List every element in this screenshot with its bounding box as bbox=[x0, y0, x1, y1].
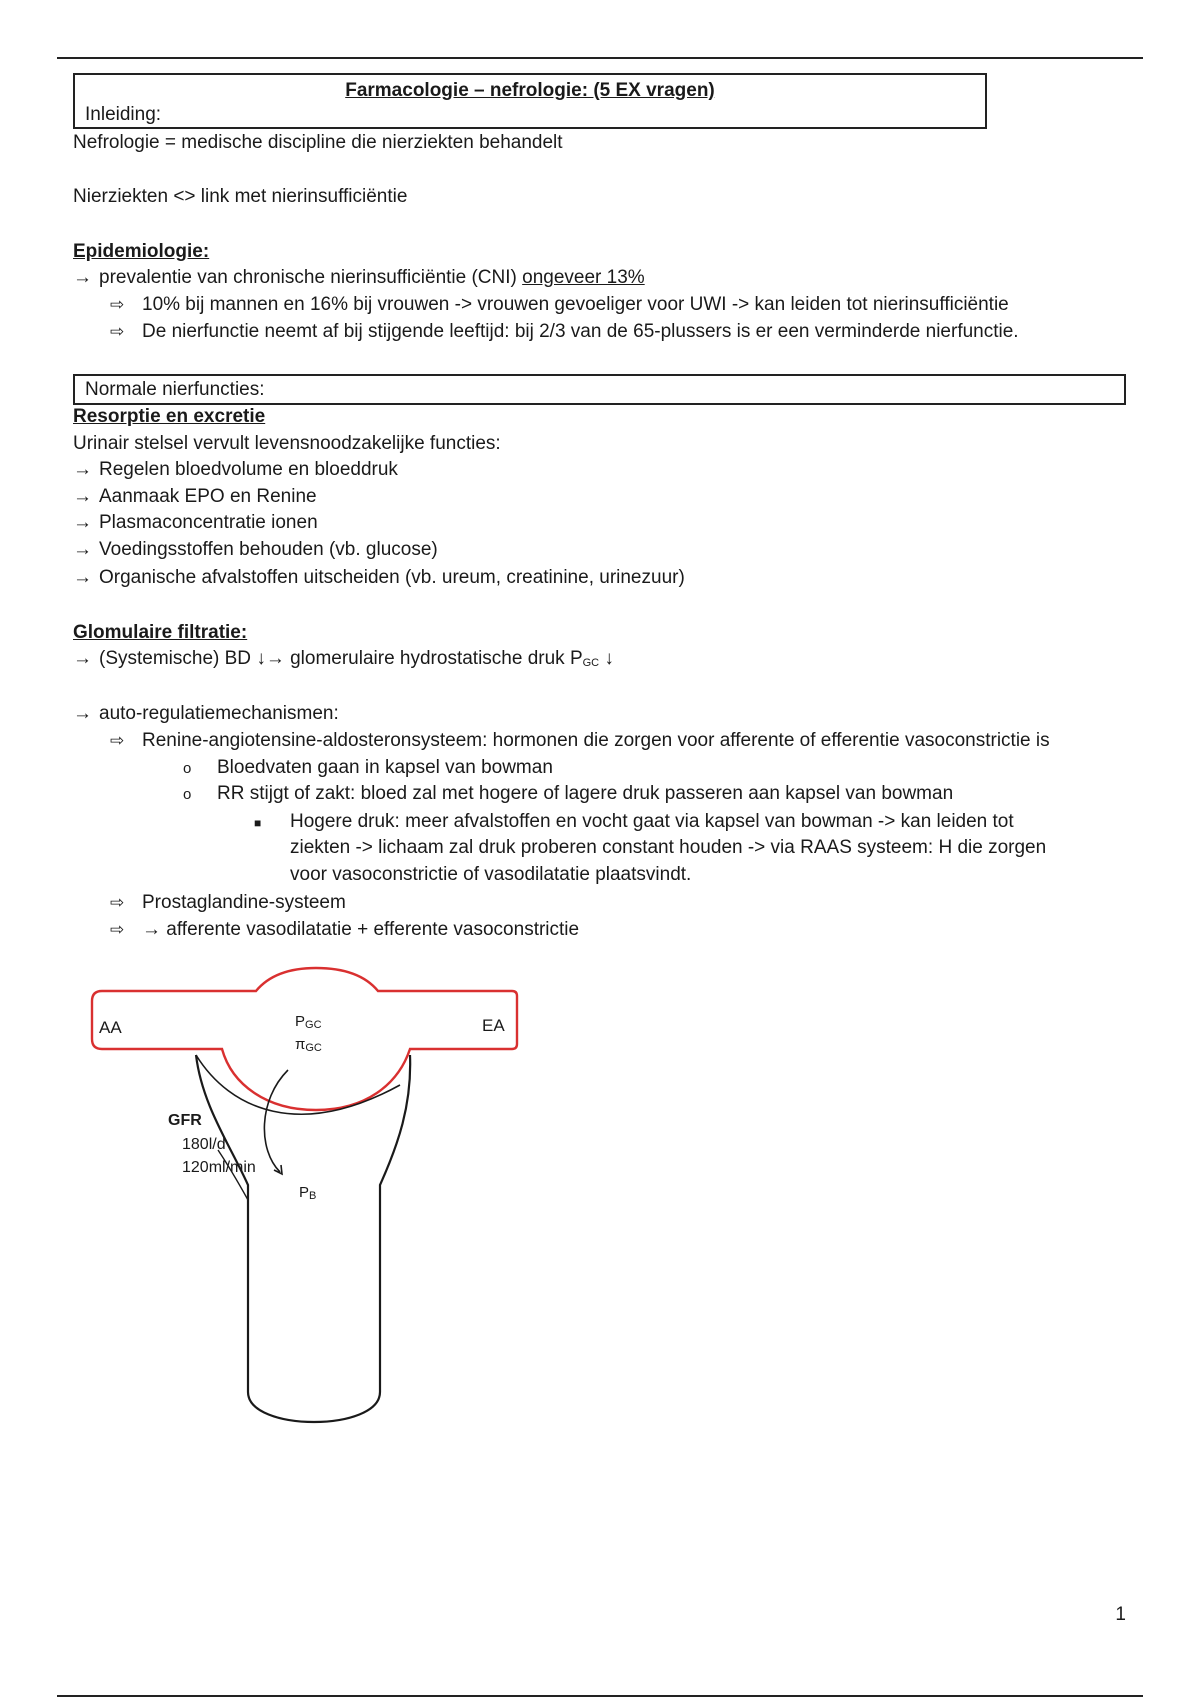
prostaglandine-item bbox=[110, 891, 346, 915]
resorptie-intro: Urinair stelsel vervult levensnoodzakelijke functies: bbox=[73, 433, 501, 454]
epidemiologie-sub-1 bbox=[110, 293, 1009, 317]
page-title: Farmacologie – nefrologie: (5 EX vragen) bbox=[345, 80, 715, 101]
function-item bbox=[73, 511, 318, 535]
resorptie-heading: Resorptie en excretie bbox=[73, 406, 266, 427]
hogere-druk-1 bbox=[254, 810, 1014, 835]
arrow-icon: → bbox=[142, 919, 161, 940]
top-rule bbox=[57, 57, 1143, 59]
pgc-subscript: GC bbox=[582, 657, 600, 669]
glomerulus-diagram bbox=[80, 960, 540, 1440]
down-arrow-icon: ↓ bbox=[604, 648, 614, 669]
arrow-icon: → bbox=[73, 703, 92, 724]
down-arrow-icon: ↓ bbox=[256, 648, 266, 669]
glomulaire-line-1 bbox=[73, 647, 614, 675]
gfr-day: 180l/d bbox=[182, 1136, 226, 1153]
glomulaire-heading: Glomulaire filtratie: bbox=[73, 622, 248, 643]
gfr-label: GFR bbox=[168, 1112, 202, 1129]
arrow-icon: → bbox=[73, 567, 92, 588]
circle-bullet-icon: o bbox=[183, 786, 192, 803]
auto-regulatie-text: auto-regulatiemechanismen: bbox=[99, 703, 339, 724]
double-arrow-icon: ⇨ bbox=[110, 920, 125, 939]
hogere-druk-3: voor vasoconstrictie of vasodilatatie plaatsvindt. bbox=[290, 864, 692, 885]
pb-sub: B bbox=[309, 1190, 317, 1202]
raas-sub-1 bbox=[183, 756, 553, 781]
function-item bbox=[73, 566, 685, 590]
double-arrow-icon: ⇨ bbox=[110, 731, 125, 750]
arrow-icon: → bbox=[73, 648, 92, 669]
epidemiologie-heading: Epidemiologie: bbox=[73, 241, 210, 262]
ea-label: EA bbox=[482, 1016, 505, 1035]
pigc-letter: π bbox=[295, 1036, 306, 1053]
function-item-text: Aanmaak EPO en Renine bbox=[99, 486, 317, 507]
epidemiologie-point-value: ongeveer 13% bbox=[522, 267, 645, 288]
pgc-label bbox=[295, 1013, 322, 1031]
normale-box bbox=[73, 374, 1126, 405]
epidemiologie-sub-2-text: De nierfunctie neemt af bij stijgende leeftijd: bij 2/3 van de 65-plussers is er een verminderde nierfunctie. bbox=[142, 321, 1019, 342]
raas-text: Renine-angiotensine-aldosteronsysteem: hormonen die zorgen voor afferente of efferentie vasoconstrictie is bbox=[142, 730, 1050, 751]
title-box bbox=[73, 73, 987, 129]
epidemiologie-point bbox=[73, 266, 645, 290]
square-bullet-icon: ■ bbox=[254, 816, 262, 830]
aa-label: AA bbox=[99, 1018, 122, 1037]
raas-item bbox=[110, 729, 1050, 753]
hogere-druk-text-1: Hogere druk: meer afvalstoffen en vocht gaat via kapsel van bowman -> kan leiden tot bbox=[290, 811, 1014, 832]
arrow-icon: → bbox=[73, 459, 92, 480]
pb-label bbox=[299, 1184, 316, 1202]
function-item bbox=[73, 538, 438, 562]
raas-sub-1-text: Bloedvaten gaan in kapsel van bowman bbox=[217, 757, 553, 778]
afferente-text: afferente vasodilatatie + efferente vasoconstrictie bbox=[166, 919, 580, 940]
pb-letter: P bbox=[299, 1184, 310, 1201]
function-item bbox=[73, 458, 398, 482]
pigc-sub: GC bbox=[305, 1042, 322, 1054]
intro-line-2: Nierziekten <> link met nierinsufficiëntie bbox=[73, 186, 408, 207]
prostaglandine-text: Prostaglandine-systeem bbox=[142, 892, 346, 913]
afferente-item bbox=[110, 918, 579, 942]
arrow-icon: → bbox=[73, 539, 92, 560]
epidemiologie-sub-1-text: 10% bij mannen en 16% bij vrouwen -> vrouwen gevoeliger voor UWI -> kan leiden tot nierinsufficiëntie bbox=[142, 294, 1009, 315]
gfr-min: 120ml/min bbox=[182, 1159, 256, 1176]
intro-line-1: Nefrologie = medische discipline die nierziekten behandelt bbox=[73, 132, 563, 153]
circle-bullet-icon: o bbox=[183, 760, 192, 777]
function-item-text: Regelen bloedvolume en bloeddruk bbox=[99, 459, 398, 480]
filtration-arrow bbox=[264, 1070, 288, 1172]
bd-text: (Systemische) BD bbox=[99, 648, 257, 669]
function-item-text: Plasmaconcentratie ionen bbox=[99, 512, 318, 533]
function-item bbox=[73, 485, 317, 509]
arrow-icon: → bbox=[73, 512, 92, 533]
double-arrow-icon: ⇨ bbox=[110, 893, 125, 912]
bottom-rule bbox=[57, 1695, 1143, 1697]
hogere-druk-2: ziekten -> lichaam zal druk proberen constant houden -> via RAAS systeem: H die zorgen bbox=[290, 837, 1047, 858]
pgc-text: glomerulaire hydrostatische druk P bbox=[290, 648, 583, 669]
auto-regulatie bbox=[73, 702, 339, 726]
arrow-icon: → bbox=[73, 486, 92, 507]
function-item-text: Voedingsstoffen behouden (vb. glucose) bbox=[99, 539, 438, 560]
double-arrow-icon: ⇨ bbox=[110, 322, 125, 341]
raas-sub-2-text: RR stijgt of zakt: bloed zal met hogere of lagere druk passeren aan kapsel van bowman bbox=[217, 783, 954, 804]
double-arrow-icon: ⇨ bbox=[110, 295, 125, 314]
epidemiologie-sub-2 bbox=[110, 320, 1019, 344]
arrow-icon: → bbox=[265, 648, 285, 669]
arrow-icon: → bbox=[73, 267, 92, 288]
raas-sub-2 bbox=[183, 782, 953, 807]
function-item-text: Organische afvalstoffen uitscheiden (vb. ureum, creatinine, urinezuur) bbox=[99, 567, 685, 588]
normale-label: Normale nierfuncties: bbox=[85, 379, 265, 400]
epidemiologie-point-text: prevalentie van chronische nierinsufficiëntie (CNI) bbox=[99, 267, 523, 288]
pgc-sub: GC bbox=[305, 1019, 322, 1031]
pgc-letter: P bbox=[295, 1013, 306, 1030]
intro-label: Inleiding: bbox=[85, 104, 162, 125]
pigc-label bbox=[295, 1036, 322, 1054]
page-number: 1 bbox=[1115, 1604, 1126, 1625]
